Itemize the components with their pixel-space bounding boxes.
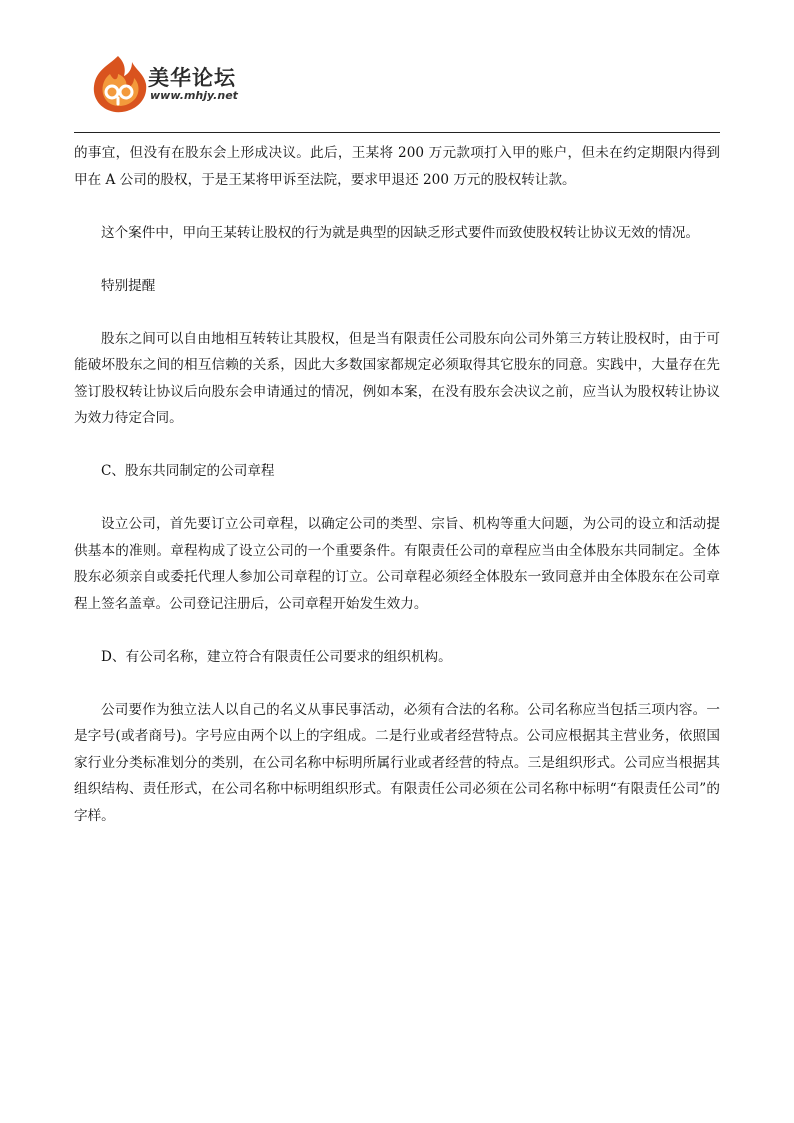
header-divider — [74, 132, 720, 133]
paragraph-reminder: 股东之间可以自由地相互转转让其股权，但是当有限责任公司股东向公司外第三方转让股权时，由于可能破坏股东之间的相互信赖的关系，因此大多数国家都规定必须取得其它股东的同意。实践中，大量存在先签订股权转让协议后向股东会申请通过的情况，例如本案，在没有股东会决议之前，应当认为股权转让协议为效力待定合同。 — [74, 330, 720, 426]
paragraph-company-name: 公司要作为独立法人以自己的名义从事民事活动，必须有合法的名称。公司名称应当包括三项内容。一是字号(或者商号)。字号应由两个以上的字组成。二是行业或者经营特点。公司应根据其主营业务，依照国家行业分类标准划分的类别，在公司名称中标明所属行业或者经营的特点。三是组织形式。公司应当根据其组织结构、责任形式，在公司名称中标明组织形式。有限责任公司必须在公司名称中标明“有限责任公司”的字样。 — [74, 701, 720, 824]
page-header — [88, 52, 328, 116]
section-heading-d: D、有公司名称，建立符合有限责任公司要求的组织机构。 — [101, 648, 452, 665]
paragraph-articles: 设立公司，首先要订立公司章程，以确定公司的类型、宗旨、机构等重大问题，为公司的设立和活动提供基本的准则。章程构成了设立公司的一个重要条件。有限责任公司的章程应当由全体股东共同制定。全体股东必须亲自或委托代理人参加公司章程的订立。公司章程必须经全体股东一致同意并由全体股东在公司章程上签名盖章。公司登记注册后，公司章程开始发生效力。 — [74, 516, 720, 612]
site-logo-url: www.mhjy.net — [150, 89, 238, 102]
paragraph-case-summary: 这个案件中，甲向王某转让股权的行为就是典型的因缺乏形式要件而致使股权转让协议无效的情况。 — [101, 224, 700, 241]
section-heading-c: C、股东共同制定的公司章程 — [101, 463, 275, 479]
flame-logo-icon — [88, 52, 152, 116]
site-logo-title: 美华论坛 — [148, 66, 236, 90]
paragraph-continuation: 的事宜，但没有在股东会上形成决议。此后，王某将 200 万元款项打入甲的账户，但未在约定期限内得到甲在 A 公司的股权，于是王某将甲诉至法院，要求甲退还 200 万元的股权转让款。 — [74, 145, 720, 188]
section-heading-reminder: 特别提醒 — [101, 277, 156, 294]
document-body — [74, 140, 720, 829]
